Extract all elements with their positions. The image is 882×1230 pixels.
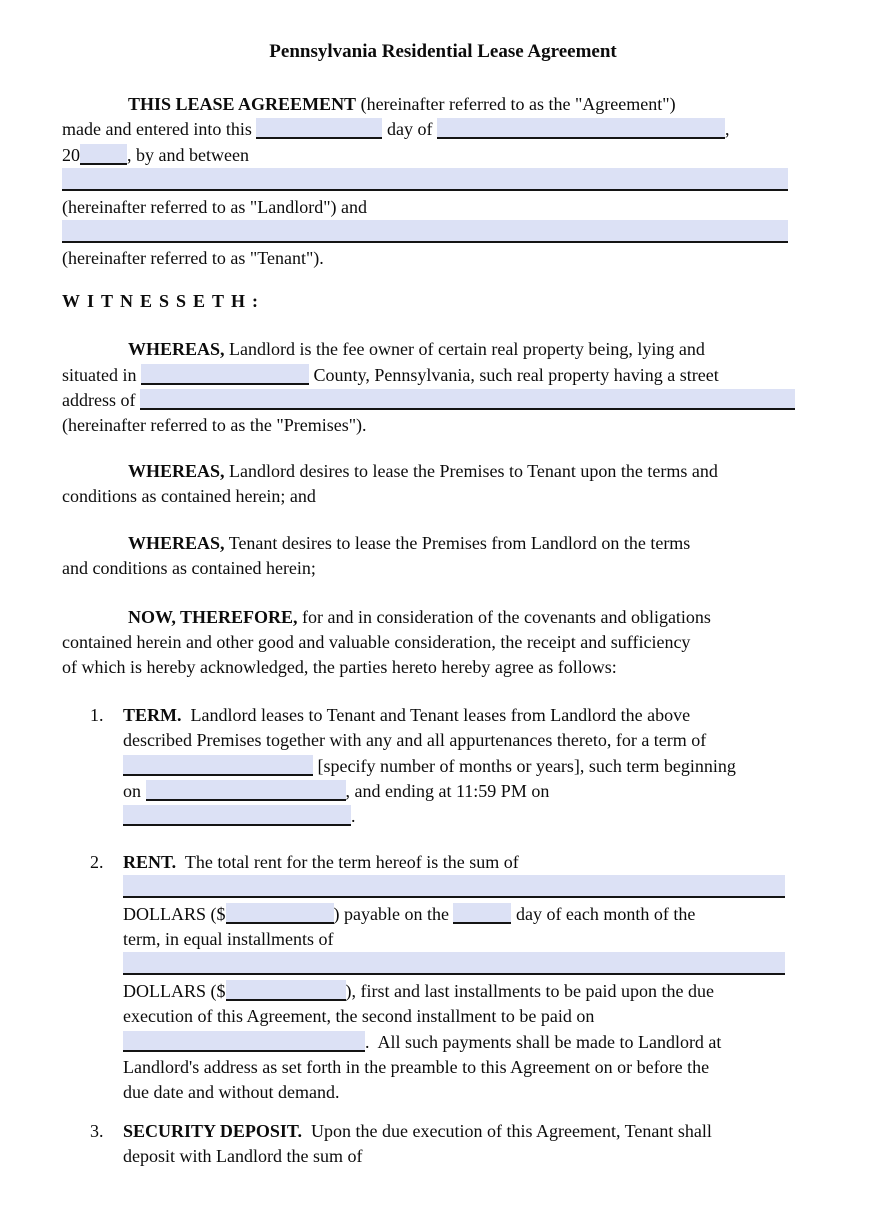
field-rent-due-day[interactable] (453, 903, 511, 924)
whereas-3-paragraph (62, 531, 824, 582)
tenant-caption-line (62, 246, 824, 271)
text: ), first and last installments to be paid upon the due (345, 980, 714, 1001)
text: County, Pennsylvania, such real property having a street (309, 364, 719, 385)
whereas-bold: WHEREAS, (128, 532, 225, 553)
field-term-end-date[interactable] (123, 805, 351, 826)
section-term (62, 703, 824, 830)
field-second-installment-date[interactable] (123, 1031, 365, 1052)
text: , (724, 119, 730, 140)
text: situated in (62, 364, 141, 385)
text: , by and between (127, 144, 249, 165)
intro-line-2 (62, 117, 824, 142)
tenant-name-line (62, 220, 824, 246)
field-installment-amount[interactable] (226, 980, 346, 1001)
text: 20 (62, 144, 80, 165)
text: described Premises together with any and all appurtenances thereto, for a term of (123, 730, 707, 751)
text: address of (62, 390, 140, 411)
section-security-deposit-number: 3. (90, 1120, 104, 1141)
section-term-number: 1. (90, 704, 104, 725)
whereas-bold: WHEREAS, (128, 460, 225, 481)
whereas-2-paragraph (62, 459, 824, 510)
field-street-address[interactable] (140, 389, 795, 410)
text: Upon the due execution of this Agreement, Tenant shall (302, 1120, 712, 1141)
field-term-start-date[interactable] (146, 780, 346, 801)
text: Landlord desires to lease the Premises to Tenant upon the terms and (224, 460, 718, 481)
field-execution-year[interactable] (80, 144, 127, 165)
text: , and ending at 11:59 PM on (345, 780, 550, 801)
section-security-deposit-heading: SECURITY DEPOSIT. (123, 1120, 303, 1141)
now-therefore-paragraph (62, 605, 824, 681)
intro-line-1 (62, 92, 824, 117)
text: and conditions as contained herein; (62, 558, 316, 579)
text: [specify number of months or years], such term beginning (313, 755, 736, 776)
whereas-1-paragraph (62, 337, 824, 439)
text: of which is hereby acknowledged, the parties hereto hereby agree as follows: (62, 657, 617, 678)
section-rent (62, 850, 824, 1106)
text: DOLLARS ($ (123, 980, 226, 1001)
section-rent-number: 2. (90, 851, 104, 872)
field-term-length[interactable] (123, 755, 313, 776)
text: Landlord is the fee owner of certain real property being, lying and (224, 339, 705, 360)
field-execution-month[interactable] (437, 118, 725, 139)
text: Landlord's address as set forth in the preamble to this Agreement on or before the (123, 1057, 710, 1077)
document-title: Pennsylvania Residential Lease Agreement (269, 41, 617, 62)
text: for and in consideration of the covenants and obligations (297, 606, 711, 627)
whereas-bold: WHEREAS, (128, 339, 225, 360)
text: conditions as contained herein; and (62, 486, 316, 507)
text: contained herein and other good and valuable consideration, the receipt and sufficiency (62, 631, 691, 652)
text: term, in equal installments of (123, 928, 334, 949)
now-therefore-bold: NOW, THEREFORE, (128, 606, 298, 627)
intro-lead-bold: THIS LEASE AGREEMENT (128, 94, 357, 114)
landlord-name-line (62, 168, 824, 194)
section-rent-heading: RENT. (123, 851, 177, 872)
text: execution of this Agreement, the second installment to be paid on (123, 1006, 595, 1027)
text: due date and without demand. (123, 1082, 340, 1103)
intro-lead-rest: (hereinafter referred to as the "Agreement") (356, 94, 676, 114)
text: day of (382, 119, 437, 140)
field-installment-words[interactable] (123, 952, 785, 975)
text: . All such payments shall be made to Landlord at (365, 1031, 722, 1052)
field-tenant-name[interactable] (62, 220, 788, 243)
premises-caption: (hereinafter referred to as the "Premises"). (62, 415, 367, 436)
text: Tenant desires to lease the Premises from Landlord on the terms (224, 532, 691, 553)
tenant-caption: (hereinafter referred to as "Tenant"). (62, 248, 324, 269)
field-total-rent-amount[interactable] (226, 903, 334, 924)
text: on (123, 780, 146, 801)
field-total-rent-words[interactable] (123, 875, 785, 898)
field-execution-day[interactable] (256, 118, 382, 139)
text: DOLLARS ($ (123, 903, 226, 924)
text: made and entered into this (62, 119, 257, 140)
field-landlord-name[interactable] (62, 168, 788, 191)
text: ) payable on the (333, 903, 454, 924)
text: Landlord leases to Tenant and Tenant leases from Landlord the above (181, 704, 691, 725)
witnesseth-heading: WITNESSETH: (62, 290, 266, 311)
text: The total rent for the term hereof is the sum of (176, 851, 519, 872)
text: deposit with Landlord the sum of (123, 1146, 363, 1167)
section-term-heading: TERM. (123, 704, 182, 725)
text: day of each month of the (511, 903, 696, 924)
text: . (351, 806, 356, 827)
landlord-caption-line (62, 195, 824, 220)
field-county[interactable] (141, 364, 309, 385)
intro-line-3 (62, 143, 824, 168)
intro-paragraph (62, 92, 824, 272)
section-security-deposit (62, 1119, 824, 1170)
landlord-caption: (hereinafter referred to as "Landlord") and (62, 196, 368, 217)
